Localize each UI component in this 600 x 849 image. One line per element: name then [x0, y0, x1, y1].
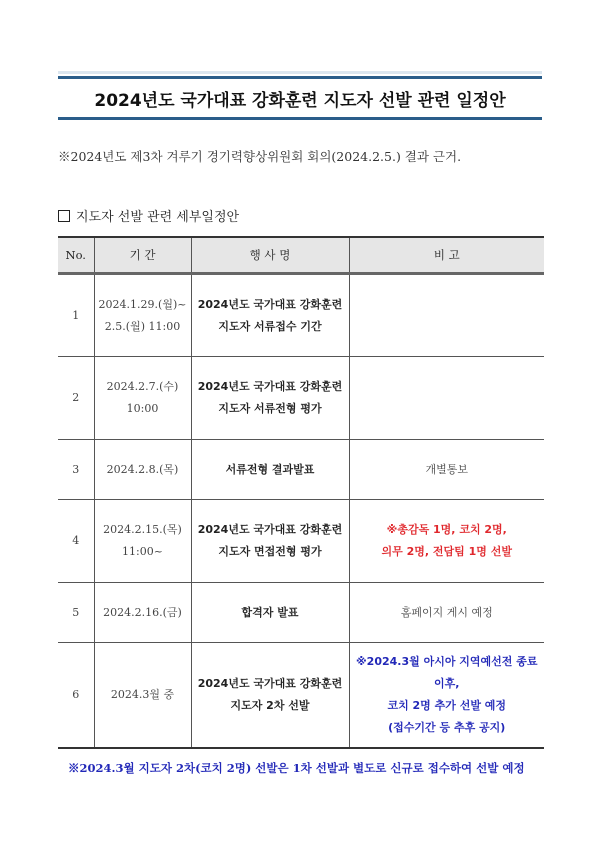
cell-event-line: 2024년도 국가대표 강화훈련 — [197, 523, 343, 536]
cell-event — [191, 274, 349, 357]
schedule-table — [58, 236, 544, 749]
cell-event-line: 2024년도 국가대표 강화훈련 — [197, 297, 343, 311]
table-row — [58, 583, 544, 643]
cell-no: 1 — [58, 274, 94, 357]
cell-remark-line: 개별통보 — [425, 462, 468, 476]
cell-period — [94, 440, 191, 500]
cell-remark — [349, 274, 544, 357]
cell-event — [191, 440, 349, 500]
cell-event-line: 2024년도 국가대표 강화훈련 — [197, 676, 343, 690]
cell-remark — [349, 440, 544, 500]
cell-period-line: 2.5.(월) 11:00 — [104, 319, 181, 333]
header-event: 행 사 명 — [191, 237, 349, 274]
footer-note: ※2024.3월 지도자 2차(코치 2명) 선발은 1차 선발과 별도로 신규로 접수하여 선발 예정 — [68, 761, 525, 775]
cell-event — [191, 500, 349, 583]
header-remark: 비 고 — [349, 237, 544, 274]
cell-period-line: 2024.3월 중 — [110, 687, 175, 701]
section-title: 지도자 선발 관련 세부일정안 — [76, 210, 240, 225]
cell-no: 3 — [58, 440, 94, 500]
cell-event — [191, 357, 349, 440]
cell-remark-line: 홈페이지 게시 예정 — [400, 605, 493, 619]
cell-period-line: 2024.2.15.(목) — [103, 523, 182, 536]
cell-remark — [349, 500, 544, 583]
cell-remark-line: 코치 2명 추가 선발 예정 — [387, 698, 507, 712]
header-period: 기 간 — [94, 237, 191, 274]
cell-event-line: 지도자 서류전형 평가 — [218, 402, 322, 415]
cell-remark — [349, 357, 544, 440]
cell-period — [94, 500, 191, 583]
cell-period — [94, 583, 191, 643]
cell-remark-line: 의무 2명, 전담팀 1명 선발 — [381, 545, 512, 558]
table-row — [58, 274, 544, 357]
cell-period — [94, 643, 191, 748]
cell-period-line: 2024.2.7.(수) — [106, 380, 179, 393]
cell-event-line: 지도자 2차 선발 — [230, 698, 310, 712]
cell-no: 4 — [58, 500, 94, 583]
cell-remark-line: (접수기간 등 추후 공지) — [388, 720, 506, 734]
document-title: 2024년도 국가대표 강화훈련 지도자 선발 관련 일정안 — [94, 90, 506, 111]
cell-event-line: 합격자 발표 — [241, 605, 299, 619]
table-header-row — [58, 237, 544, 274]
cell-period-line: 2024.1.29.(월)~ — [98, 297, 187, 311]
table-row — [58, 440, 544, 500]
table-row — [58, 357, 544, 440]
cell-period-line: 2024.2.16.(금) — [103, 605, 182, 619]
cell-event-line: 2024년도 국가대표 강화훈련 — [197, 380, 343, 393]
cell-remark — [349, 583, 544, 643]
cell-remark-line: ※총감독 1명, 코치 2명, — [386, 523, 507, 536]
cell-event-line: 지도자 서류접수 기간 — [218, 319, 322, 333]
cell-remark — [349, 643, 544, 748]
table-row — [58, 500, 544, 583]
table-row — [58, 643, 544, 748]
header-no: No. — [58, 237, 94, 274]
title-box — [58, 76, 542, 120]
checkbox-square-icon — [58, 210, 70, 222]
cell-period — [94, 357, 191, 440]
cell-period-line: 2024.2.8.(목) — [106, 462, 179, 476]
cell-event — [191, 583, 349, 643]
basis-note: ※2024년도 제3차 겨루기 경기력향상위원회 회의(2024.2.5.) 결과 근거. — [58, 149, 462, 164]
cell-no: 6 — [58, 643, 94, 748]
cell-no: 5 — [58, 583, 94, 643]
section-heading — [58, 206, 239, 225]
cell-period-line: 11:00~ — [122, 545, 163, 558]
cell-event-line: 서류전형 결과발표 — [225, 462, 315, 476]
cell-period-line: 10:00 — [126, 402, 159, 415]
cell-period — [94, 274, 191, 357]
cell-no: 2 — [58, 357, 94, 440]
cell-event-line: 지도자 면접전형 평가 — [218, 545, 322, 558]
cell-event — [191, 643, 349, 748]
cell-remark-line: ※2024.3월 아시아 지역예선전 종료 이후, — [355, 654, 538, 690]
